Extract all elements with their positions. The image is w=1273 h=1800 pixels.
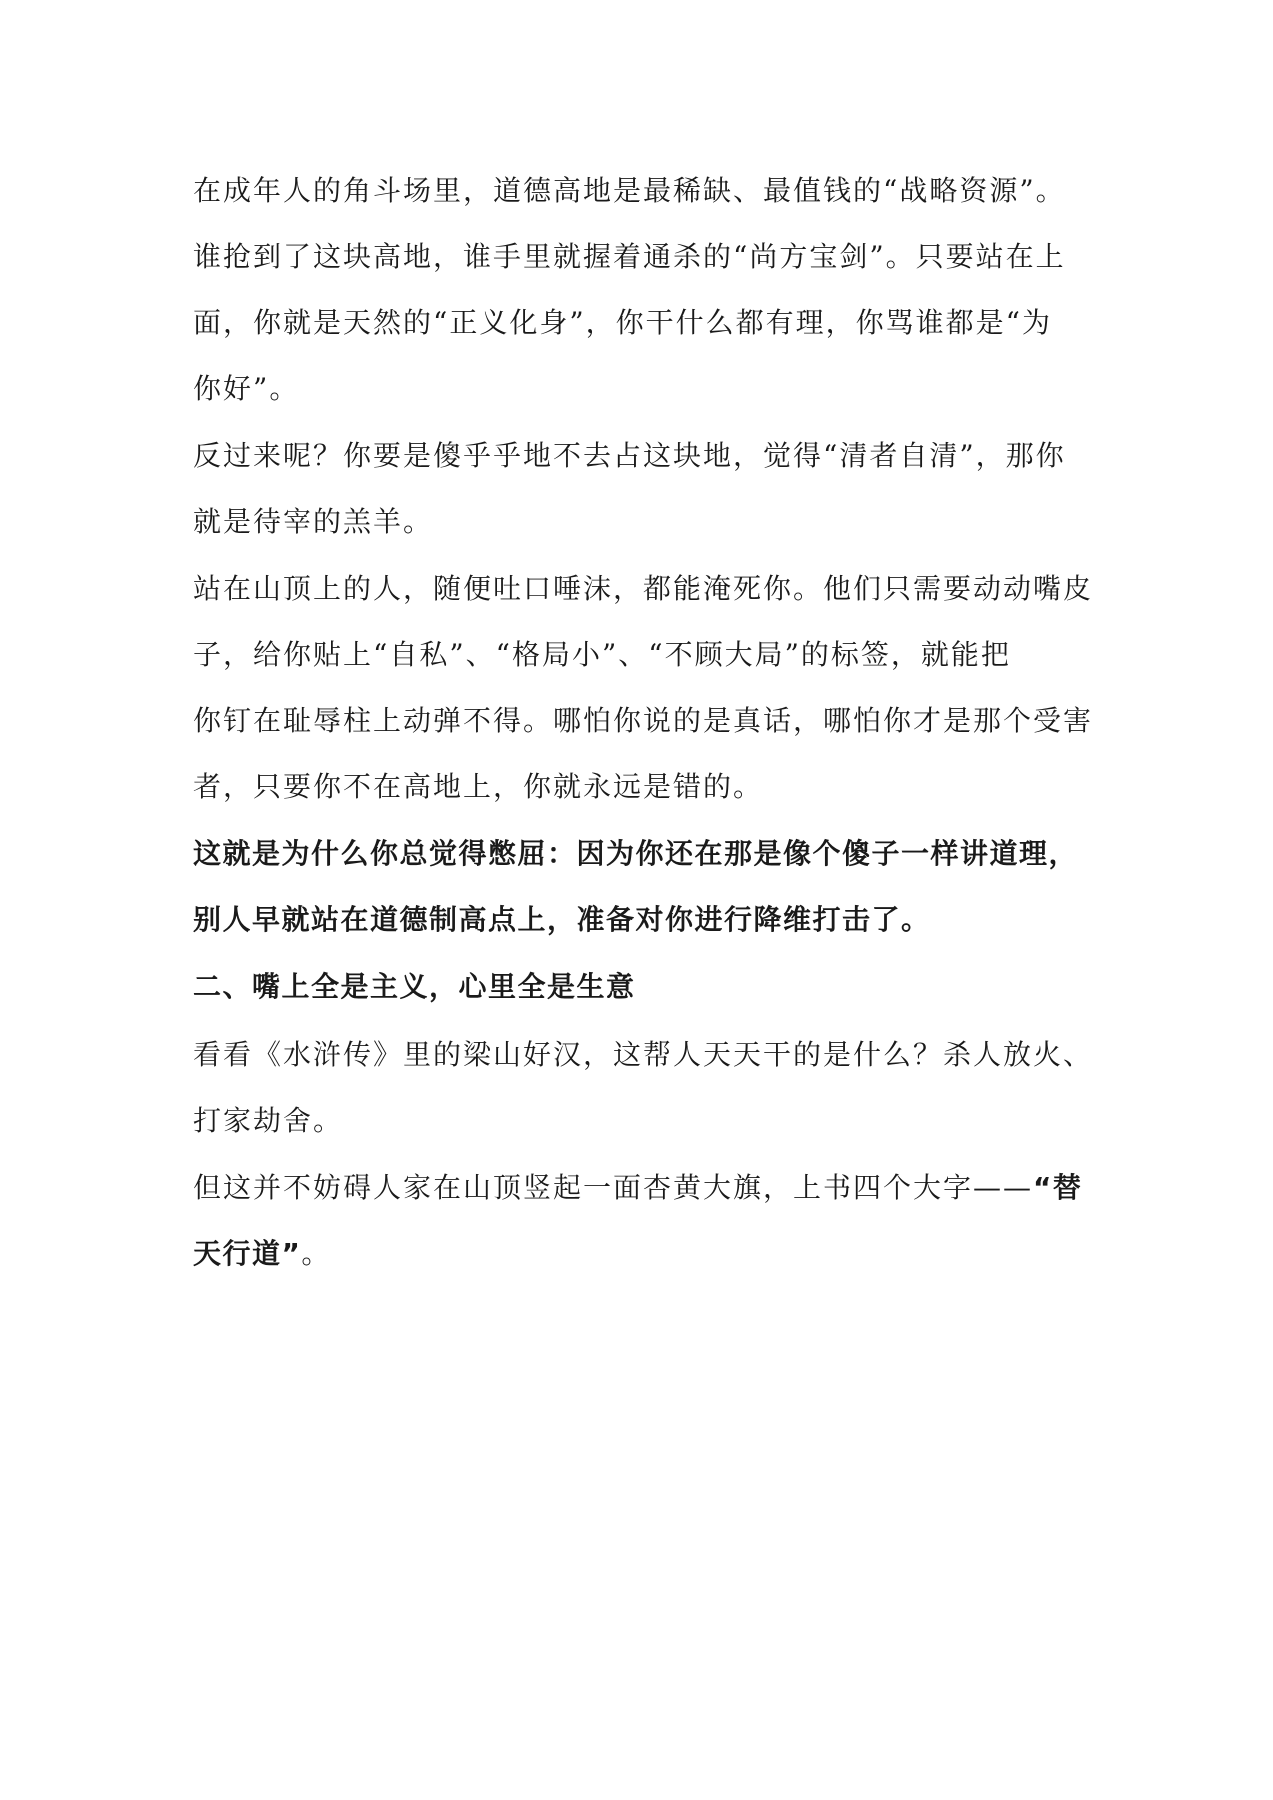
paragraph-line: 就是待宰的羔羊。 bbox=[193, 505, 434, 538]
paragraph-line: 别人早就站在道德制高点上，准备对你进行降维打击了。 bbox=[193, 903, 931, 936]
paragraph-line: 谁抢到了这块高地，谁手里就握着通杀的“尚方宝剑”。只要站在上 bbox=[193, 240, 1066, 273]
emphasis-text: “替 bbox=[1033, 1171, 1083, 1204]
paragraph-line: 面，你就是天然的“正义化身”，你干什么都有理，你骂谁都是“为 bbox=[193, 306, 1052, 339]
paragraph-6 bbox=[193, 1022, 1093, 1154]
paragraph-1 bbox=[193, 158, 1093, 224]
paragraph-line: 者，只要你不在高地上，你就永远是错的。 bbox=[193, 770, 764, 803]
paragraph-line: 你钉在耻辱柱上动弹不得。哪怕你说的是真话，哪怕你才是那个受害 bbox=[193, 704, 1094, 737]
paragraph-line: 看看《水浒传》里的梁山好汉，这帮人天天干的是什么？杀人放火、 bbox=[193, 1038, 1094, 1071]
paragraph-4 bbox=[193, 556, 1093, 820]
paragraph-line: 在成年人的角斗场里，道德高地是最稀缺、最值钱的“战略资源”。 bbox=[193, 174, 1066, 207]
paragraph-line: 反过来呢？你要是傻乎乎地不去占这块地，觉得“清者自清”，那你 bbox=[193, 439, 1066, 472]
paragraph-text: 。 bbox=[301, 1237, 332, 1270]
paragraph-line: 这就是为什么你总觉得憋屈：因为你还在那是像个傻子一样讲道理， bbox=[193, 837, 1079, 870]
paragraph-line: 站在山顶上的人，随便吐口唾沫，都能淹死你。他们只需要动动嘴皮 bbox=[193, 572, 1094, 605]
paragraph-7 bbox=[193, 1155, 1093, 1287]
paragraph-line: 你好”。 bbox=[193, 372, 300, 405]
paragraph-line bbox=[193, 1221, 1093, 1287]
paragraph-line: 打家劫舍。 bbox=[193, 1104, 344, 1137]
section-heading bbox=[193, 954, 1093, 1020]
paragraph-3 bbox=[193, 423, 1093, 555]
paragraph-text: 但这并不妨碍人家在山顶竖起一面杏黄大旗，上书四个大字—— bbox=[193, 1171, 1034, 1204]
emphasis-text: 天行道” bbox=[193, 1237, 302, 1270]
paragraph-2 bbox=[193, 224, 1093, 422]
paragraph-5-emphasis bbox=[193, 821, 1093, 953]
paragraph-line bbox=[193, 1155, 1093, 1221]
paragraph-line: 子，给你贴上“自私”、“格局小”、“不顾大局”的标签，就能把 bbox=[193, 638, 1011, 671]
section-heading-text: 二、嘴上全是主义，心里全是生意 bbox=[193, 970, 636, 1003]
